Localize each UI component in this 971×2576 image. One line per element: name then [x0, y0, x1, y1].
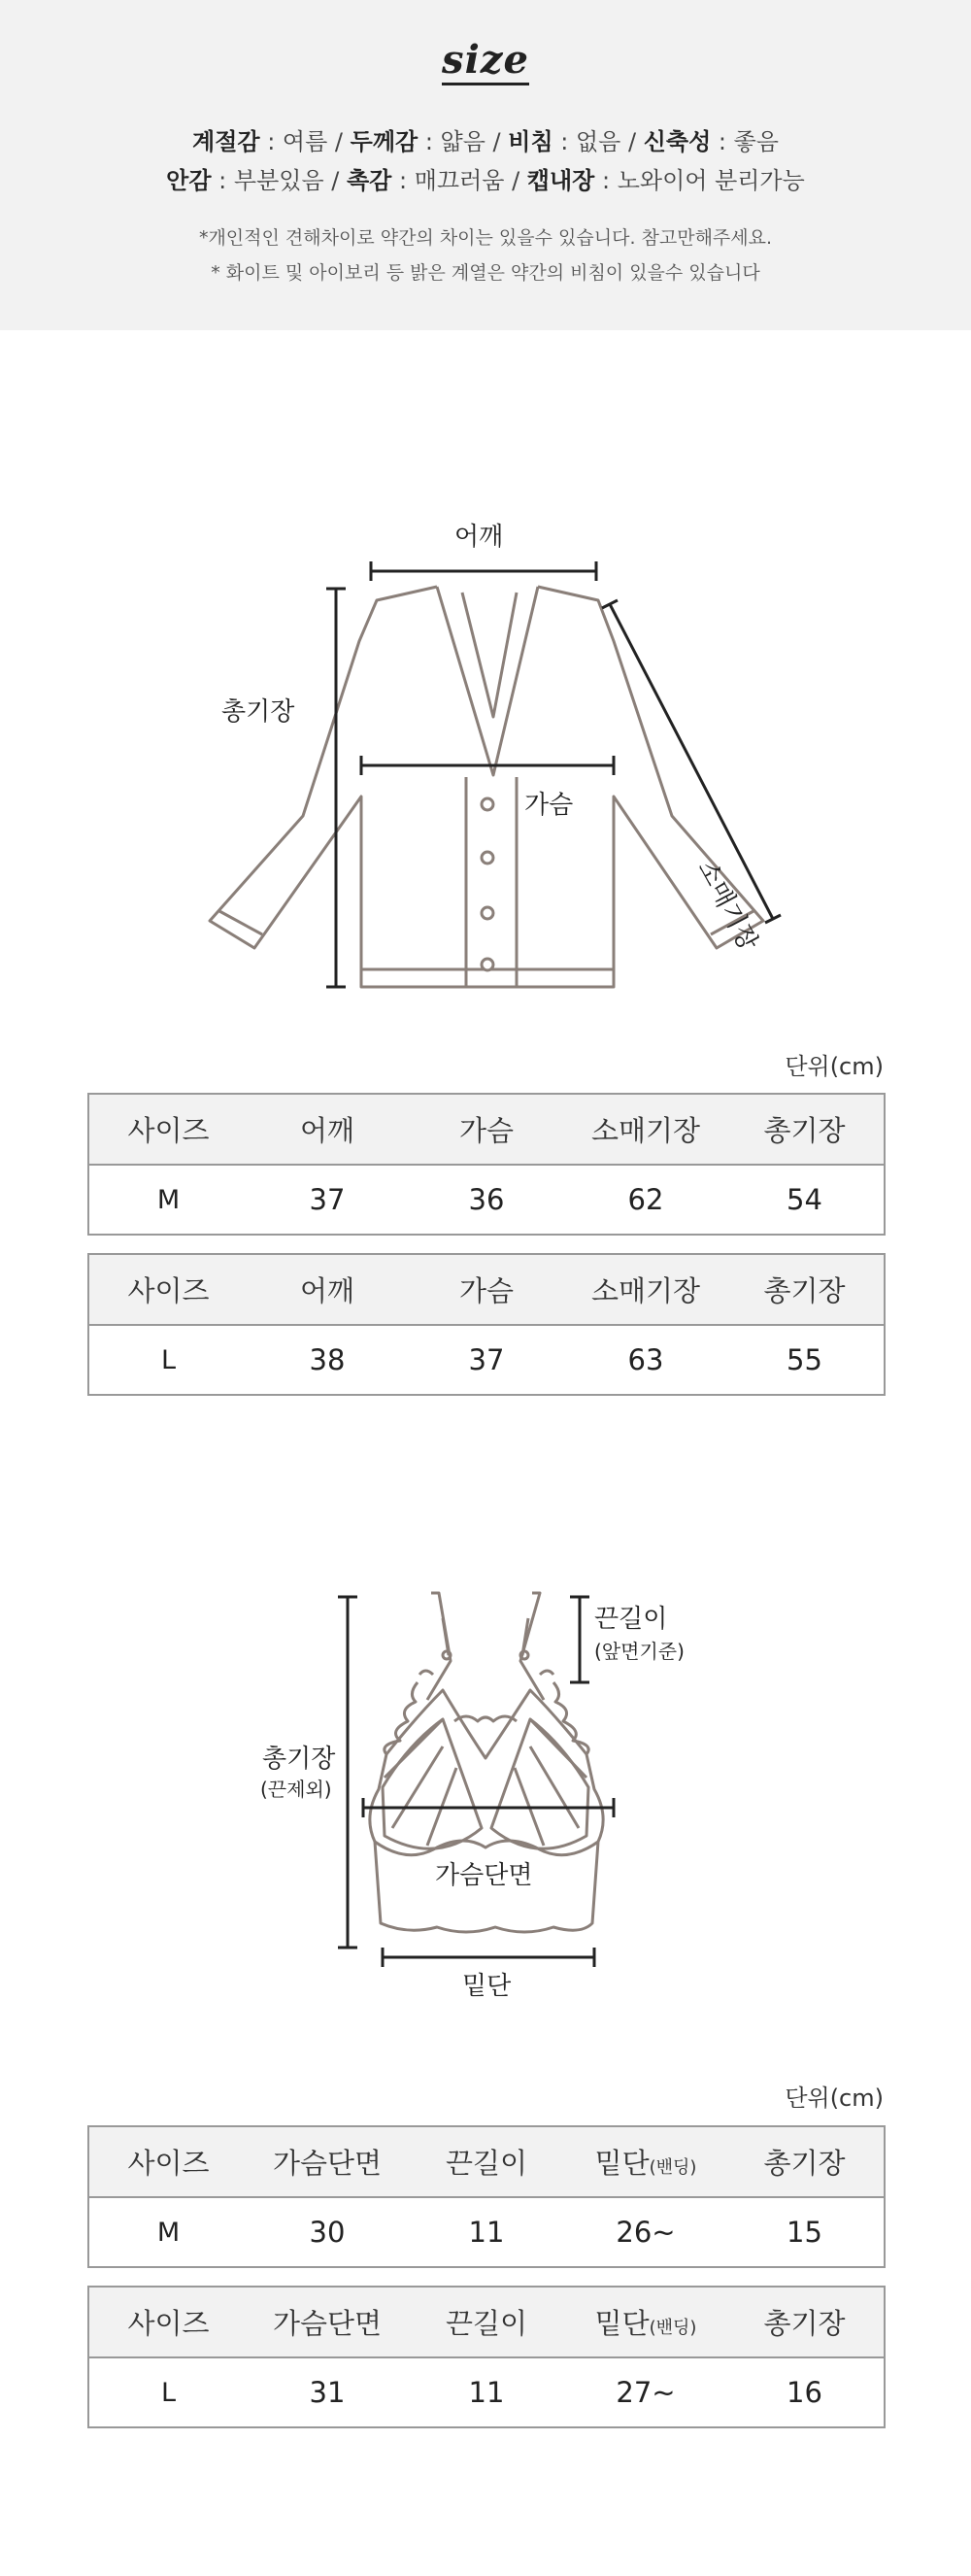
- table-cell: 30: [248, 2197, 407, 2267]
- table-header-cell: 사이즈: [88, 2126, 248, 2197]
- table-cell: 63: [566, 1325, 725, 1395]
- label-sleeve: 소매기장: [691, 855, 763, 956]
- table-cell: 31: [248, 2357, 407, 2427]
- table-cell: 11: [407, 2197, 566, 2267]
- label-strap-sub: (앞면기준): [594, 1640, 685, 1663]
- button-icon: [482, 959, 493, 970]
- table-header-cell: 가슴: [407, 1094, 566, 1165]
- table-cell: 37: [407, 1325, 566, 1395]
- table-header-sub: (밴딩): [649, 2318, 697, 2338]
- spec-key: 비침: [508, 128, 553, 155]
- table-header-cell: 사이즈: [88, 1254, 248, 1325]
- spec-key: 안감: [166, 167, 212, 194]
- table-header-text: 밑단: [594, 2307, 650, 2340]
- table-header-cell: [566, 2287, 725, 2357]
- spec-key: 신축성: [643, 128, 712, 155]
- table-cell: 37: [248, 1165, 407, 1235]
- table-header-cell: 총기장: [725, 1094, 885, 1165]
- table-cell: 36: [407, 1165, 566, 1235]
- label-camisole-total-length: 총기장: [262, 1745, 336, 1774]
- table-cell: 16: [725, 2357, 885, 2427]
- table-cell: 62: [566, 1165, 725, 1235]
- table-header-cell: 총기장: [725, 1254, 885, 1325]
- table-header-sub: (밴딩): [649, 2157, 697, 2178]
- cardigan-diagram: [0, 486, 971, 991]
- label-hem: 밑단: [462, 1972, 512, 2001]
- table-row: [88, 1325, 885, 1395]
- spec-key: 캡내장: [526, 167, 595, 194]
- table-header-cell: 사이즈: [88, 2287, 248, 2357]
- table-header-cell: 가슴단면: [248, 2287, 407, 2357]
- button-icon: [482, 907, 493, 919]
- table-cell: M: [88, 1165, 248, 1235]
- spec-line-2: 안감 : 부분있음 / 촉감 : 매끄러움 / 캡내장 : 노와이어 분리가능: [166, 167, 805, 194]
- table-header-row: [88, 1254, 885, 1325]
- label-camisole-chest: 가슴단면: [435, 1861, 533, 1890]
- info-header: [0, 0, 971, 330]
- table-header-cell: 어깨: [248, 1094, 407, 1165]
- spec-value: 없음: [575, 128, 621, 155]
- note-2: * 화이트 및 아이보리 등 밝은 계열은 약간의 비침이 있을수 있습니다: [211, 262, 760, 284]
- table-header-cell: 소매기장: [566, 1254, 725, 1325]
- collar-outer: [437, 587, 538, 775]
- size-title-text: size: [442, 37, 529, 85]
- cardigan-size-table-l: [87, 1253, 886, 1396]
- button-icon: [482, 798, 493, 810]
- camisole-diagram: [0, 1574, 971, 1982]
- table-row: [88, 2357, 885, 2427]
- table-row: [88, 1165, 885, 1235]
- table-row: [88, 2197, 885, 2267]
- label-strap: 끈길이: [594, 1605, 668, 1634]
- table-header-row: [88, 2126, 885, 2197]
- table-header-cell: 어깨: [248, 1254, 407, 1325]
- table-header-cell: 총기장: [725, 2287, 885, 2357]
- table-cell: 54: [725, 1165, 885, 1235]
- table-header-text: 밑단: [594, 2147, 650, 2180]
- table-header-row: [88, 2287, 885, 2357]
- spec-value: 여름: [282, 128, 328, 155]
- table-header-cell: 끈길이: [407, 2126, 566, 2197]
- table-cell: 55: [725, 1325, 885, 1395]
- table-header-cell: [566, 2126, 725, 2197]
- table-cell: L: [88, 2357, 248, 2427]
- table-header-cell: 가슴: [407, 1254, 566, 1325]
- table-cell: 11: [407, 2357, 566, 2427]
- spec-value: 좋음: [733, 128, 779, 155]
- table-cell: 27~: [566, 2357, 725, 2427]
- camisole-size-table-m: [87, 2125, 886, 2268]
- note-1: *개인적인 견해차이로 약간의 차이는 있을수 있습니다. 참고만해주세요.: [198, 227, 773, 249]
- spec-key: 두께감: [350, 128, 419, 155]
- table-header-row: [88, 1094, 885, 1165]
- table-header-cell: 가슴단면: [248, 2126, 407, 2197]
- spec-key: 계절감: [192, 128, 260, 155]
- table-cell: 15: [725, 2197, 885, 2267]
- spec-value: 부분있음: [233, 167, 324, 194]
- table-cell: M: [88, 2197, 248, 2267]
- table-header-cell: 끈길이: [407, 2287, 566, 2357]
- spec-key: 촉감: [346, 167, 392, 194]
- spec-value: 노와이어 분리가능: [617, 167, 805, 194]
- spec-value: 매끄러움: [414, 167, 505, 194]
- label-total-length: 총기장: [221, 697, 295, 727]
- label-camisole-total-sub: (끈제외): [260, 1778, 332, 1801]
- table-cell: 26~: [566, 2197, 725, 2267]
- cardigan-size-table-m: [87, 1093, 886, 1236]
- spec-value: 얇음: [440, 128, 486, 155]
- table-header-cell: 사이즈: [88, 1094, 248, 1165]
- unit-label: 단위(cm): [785, 2085, 884, 2112]
- label-shoulder: 어깨: [454, 523, 504, 552]
- label-chest: 가슴: [524, 791, 574, 820]
- table-cell: L: [88, 1325, 248, 1395]
- table-header-cell: 총기장: [725, 2126, 885, 2197]
- cardigan-outline: [210, 587, 763, 987]
- table-header-cell: 소매기장: [566, 1094, 725, 1165]
- button-icon: [482, 852, 493, 864]
- unit-label: 단위(cm): [785, 1053, 884, 1080]
- size-title: [0, 37, 971, 83]
- camisole-size-table-l: [87, 2286, 886, 2428]
- table-cell: 38: [248, 1325, 407, 1395]
- spec-line-1: 계절감 : 여름 / 두께감 : 얇음 / 비침 : 없음 / 신축성 : 좋음: [192, 128, 779, 155]
